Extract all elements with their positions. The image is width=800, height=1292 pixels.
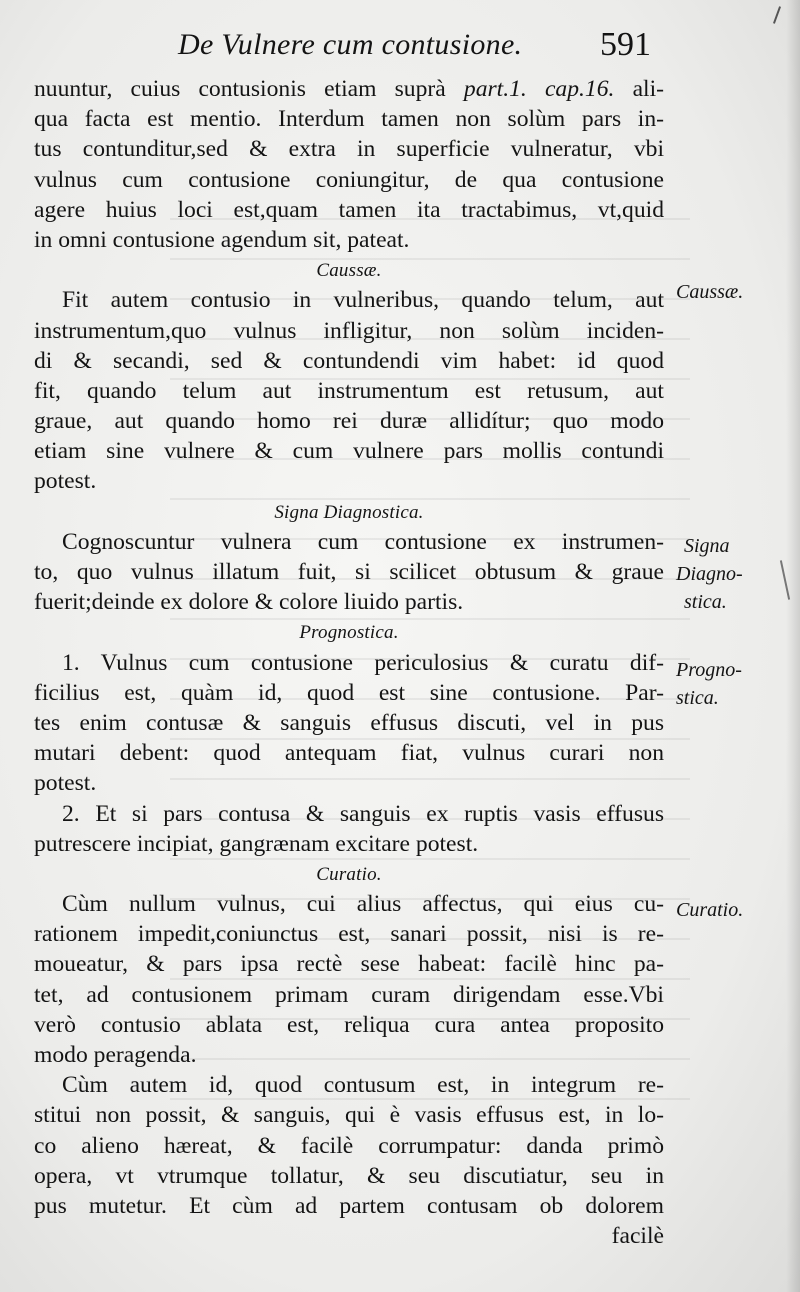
text-line: agere huius loci est,quam tamen ita tractabimus, vt,quid [34, 196, 664, 223]
text-line: fit, quando telum aut instrumentum est retusum, aut [34, 377, 664, 404]
text-line: ficilius est, quàm id, quod est sine contusione. Par- [34, 679, 664, 706]
text-line: to, quo vulnus illatum fuit, si scilicet obtusum & graue [34, 559, 664, 585]
text-line: di & secandi, sed & contundendi vim habet: id quod [34, 347, 664, 374]
section-heading-curatio: Curatio. [316, 863, 382, 885]
running-head: De Vulnere cum contusione. [178, 28, 523, 61]
text-line: rationem impedit,coniunctus est, sanari possit, nisi is re- [34, 921, 664, 948]
margin-note-caussae: Caussæ. [676, 281, 744, 303]
section-heading-signa: Signa Diagnostica. [274, 501, 424, 523]
text-line: modo peragenda. [34, 1042, 197, 1068]
text-line: verò contusio ablata est, reliqua cura antea proposito [34, 1011, 664, 1038]
text-line: putrescere incipiat, gangrænam excitare potest. [34, 830, 479, 857]
text-line: Cùm nullum vulnus, cui alius affectus, qui eius cu- [62, 891, 664, 918]
catchword: facilè [611, 1223, 664, 1250]
text-line: 1. Vulnus cum contusione periculosius & curatu dif- [62, 649, 664, 676]
text-line: opera, vt vtrumque tollatur, & seu discutiatur, seu in [34, 1162, 664, 1189]
text-line: moueatur, & pars ipsa rectè sese habeat: facilè hinc pa- [34, 951, 664, 978]
main-text [34, 74, 664, 1251]
text-line: mutari debent: quod antequam fiat, vulnus curari non [34, 740, 664, 767]
text-line: tus contunditur,sed & extra in superficie vulneratur, vbi [34, 136, 664, 163]
page-number: 591 [600, 26, 651, 63]
text-line: nuuntur, cuius contusionis etiam suprà part.1. cap.16. ali- [34, 76, 665, 102]
text-line: potest. [34, 770, 97, 797]
text-line: in omni contusione agendum sit, pateat. [34, 226, 410, 253]
text-line: etiam sine vulnere & cum vulnere pars mollis contundi [34, 438, 664, 465]
text-line: instrumentum,quo vulnus infligitur, non solùm inciden- [34, 317, 664, 344]
text-line: Cùm autem id, quod contusum est, in integrum re- [62, 1072, 664, 1099]
text-line: pus mutetur. Et cùm ad partem contusam ob dolorem [34, 1192, 664, 1219]
margin-note-signa-diagnostica: Signa Diagno- stica. [676, 535, 743, 613]
text-line: co alieno hæreat, & facilè corrumpatur: danda primò [34, 1132, 664, 1159]
text-line: fuerit;deinde ex dolore & colore liuido partis. [34, 589, 464, 616]
section-heading-prognostica: Prognostica. [299, 622, 399, 644]
text-line: vulnus cum contusione coniungitur, de qua contusione [34, 166, 664, 193]
text-line: Fit autem contusio in vulneribus, quando telum, aut [62, 287, 664, 314]
text-line: stitui non possit, & sanguis, qui è vasis effusus est, in lo- [34, 1102, 664, 1129]
page-header [0, 28, 800, 72]
text-line: tes enim contusæ & sanguis effusus discuti, vel in pus [34, 709, 664, 736]
scan-edge-shadow [786, 0, 800, 1292]
margin-note-curatio: Curatio. [676, 899, 744, 921]
section-heading-caussae: Caussæ. [316, 260, 382, 282]
margin-note-prognostica: Progno- stica. [676, 659, 742, 709]
text-line: graue, aut quando homo rei duræ allidítur; quo modo [34, 408, 664, 435]
text-line: qua facta est mentio. Interdum tamen non solùm pars in- [34, 106, 664, 133]
text-line: tet, ad contusionem primam curam dirigendam esse.Vbi [34, 981, 664, 1008]
text-line: Cognoscuntur vulnera cum contusione ex instrumen- [62, 528, 664, 555]
text-line: 2. Et si pars contusa & sanguis ex ruptis vasis effusus [62, 800, 664, 827]
text-line: potest. [34, 468, 97, 495]
scan-speck [773, 6, 781, 24]
